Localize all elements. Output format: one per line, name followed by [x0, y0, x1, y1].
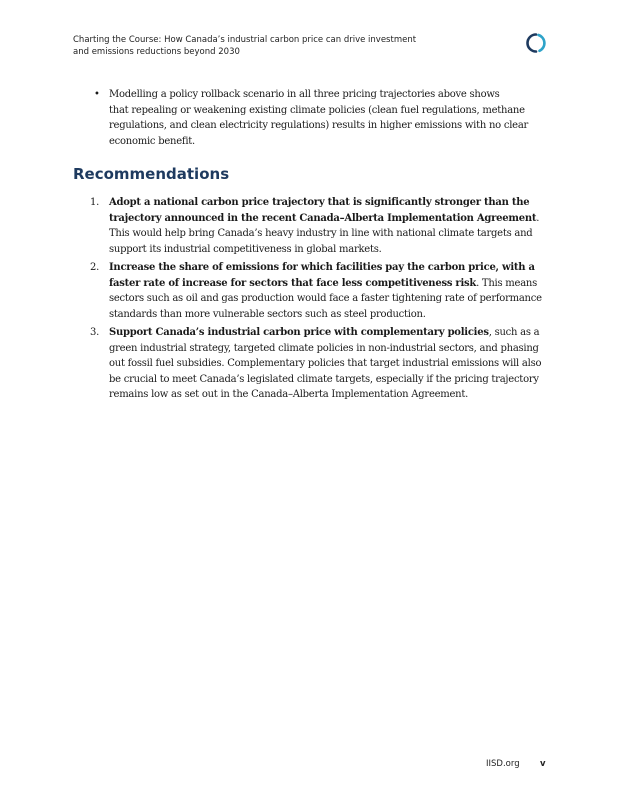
text-line: This would help bring Canada’s heavy industry in line with national climate targets and — [109, 228, 533, 239]
list-number: 2. — [90, 262, 100, 273]
bullet-marker: • — [94, 89, 100, 100]
page-number: v — [540, 759, 546, 769]
bullet-line: regulations, and clean electricity regulations) results in higher emissions with no clear — [109, 120, 529, 131]
bullet-line: Modelling a policy rollback scenario in all three pricing trajectories above shows — [109, 89, 500, 100]
recommendation-text — [109, 260, 554, 322]
bullet-text — [109, 87, 549, 149]
text-line: standards than more vulnerable sectors such as steel production. — [109, 308, 426, 320]
bold-text: Support Canada’s industrial carbon price with complementary policies — [109, 327, 489, 338]
bold-text: Adopt a national carbon price trajectory that is significantly stronger than the — [109, 197, 530, 208]
footer-site: IISD.org — [486, 759, 520, 769]
recommendation-text — [109, 195, 554, 257]
text-line: support its industrial competitiveness in global markets. — [109, 243, 382, 255]
list-number: 1. — [90, 197, 100, 208]
text-line: out fossil fuel subsidies. Complementary policies that target industrial emissions will also — [109, 358, 542, 369]
bold-text: trajectory announced in the recent Canada–Alberta Implementation Agreement — [109, 212, 537, 224]
bold-text: Increase the share of emissions for which facilities pay the carbon price, with a — [109, 262, 535, 273]
bold-text: faster rate of increase for sectors that face less competitiveness risk — [109, 277, 477, 289]
iisd-logo-icon — [525, 32, 547, 54]
header-line-2: and emissions reductions beyond 2030 — [73, 46, 240, 57]
header-line-1: Charting the Course: How Canada’s industrial carbon price can drive investment — [73, 35, 417, 45]
section-heading: Recommendations — [73, 165, 230, 183]
text-line: sectors such as oil and gas production would face a faster tightening rate of performance — [109, 293, 542, 304]
recommendation-text — [109, 325, 554, 403]
running-header — [73, 35, 493, 58]
text-line: green industrial strategy, targeted climate policies in non-industrial sectors, and phasing — [109, 342, 539, 354]
bullet-line: that repealing or weakening existing climate policies (clean fuel regulations, methane — [109, 104, 525, 116]
bullet-line: economic benefit. — [109, 135, 195, 147]
text-line: remains low as set out in the Canada–Alberta Implementation Agreement. — [109, 389, 469, 400]
text-fragment: . This means — [476, 277, 537, 289]
text-line: be crucial to meet Canada’s legislated climate targets, especially if the pricing trajectory — [109, 373, 539, 385]
text-fragment: . — [536, 212, 540, 224]
list-number: 3. — [90, 327, 100, 338]
text-fragment: , such as a — [488, 327, 540, 338]
